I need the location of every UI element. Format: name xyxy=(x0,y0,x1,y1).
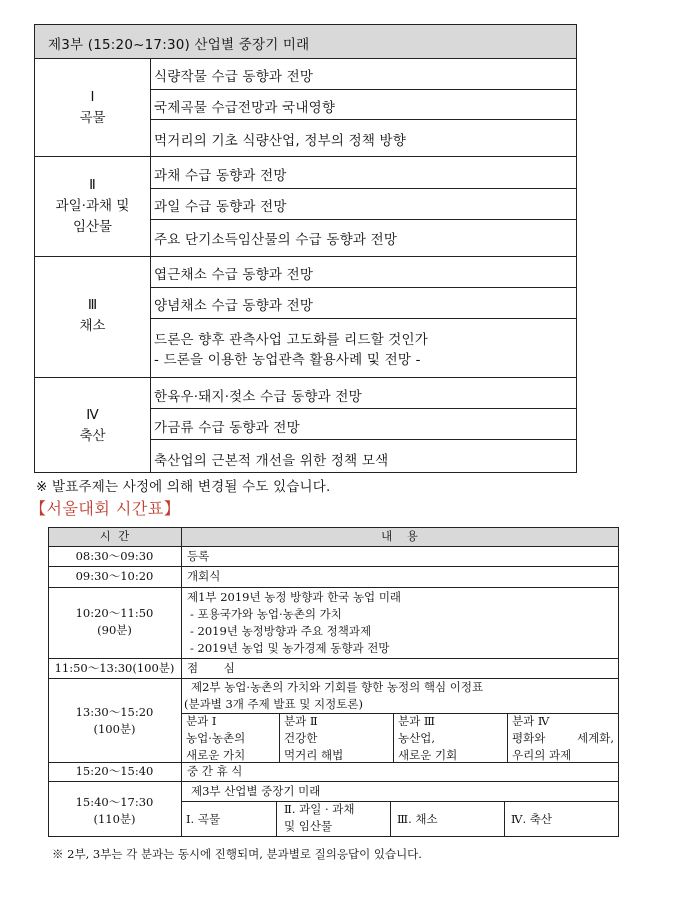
row-4-content: 점 심 xyxy=(187,661,235,675)
row-7-duration: (110분) xyxy=(93,812,136,826)
session-2-l1: Ⅱ. 과일 · 과채 xyxy=(284,802,355,816)
section-1-num: Ⅰ xyxy=(90,89,95,105)
row-3-item-1: - 포용국가와 농업·농촌의 가치 xyxy=(190,607,342,621)
topic-2-2: 과일 수급 동향과 전망 xyxy=(154,199,287,215)
topic-3-2: 양념채소 수급 동향과 전망 xyxy=(154,298,314,314)
subgroup-1-l1: 분과 Ⅰ xyxy=(186,714,217,728)
row-4-time: 11:50～13:30(100분) xyxy=(54,661,175,675)
topic-3-4: - 드론을 이용한 농업관측 활용사례 및 전망 - xyxy=(154,352,421,368)
topic-2-1: 과채 수급 동향과 전망 xyxy=(154,168,287,184)
schedule-title: 【서울대회 시간표】 xyxy=(30,499,181,518)
row-3-time xyxy=(48,605,181,639)
row-7-time xyxy=(48,794,181,828)
subgroup-1 xyxy=(186,713,245,764)
section-4-label xyxy=(35,405,150,447)
row-3-item-2: - 2019년 농정방향과 주요 정책과제 xyxy=(190,624,372,638)
section-2-num: Ⅱ xyxy=(89,177,96,193)
row-3-title: 제1부 2019년 농정 방향과 한국 농업 미래 xyxy=(187,590,402,604)
topic-1-1: 식량작물 수급 동향과 전망 xyxy=(154,69,314,85)
topic-1-3: 먹거리의 기초 식량산업, 정부의 정책 방향 xyxy=(154,133,407,149)
row-3-duration: (90분) xyxy=(97,623,132,637)
section-1-label xyxy=(35,87,150,129)
subgroup-1-l3: 새로운 가치 xyxy=(186,748,246,762)
subgroup-3 xyxy=(398,713,457,764)
row-1-content: 등록 xyxy=(187,549,210,563)
topic-4-2: 가금류 수급 동향과 전망 xyxy=(154,420,300,436)
row-1-time: 08:30～09:30 xyxy=(75,549,154,563)
row-6-content: 중 간 휴 식 xyxy=(187,764,243,778)
subgroup-2-l1: 분과 Ⅱ xyxy=(284,714,318,728)
row-2-content: 개회식 xyxy=(187,569,221,583)
subgroup-3-l1: 분과 Ⅲ xyxy=(398,714,435,728)
row-3-item-3: - 2019년 농업 및 농가경제 동향과 전망 xyxy=(190,641,390,655)
row-7-time-range: 15:40～17:30 xyxy=(75,795,154,809)
section-1-name: 곡물 xyxy=(79,110,106,126)
section-4-num: Ⅳ xyxy=(86,407,99,423)
section-2-name-line1: 과일·과채 및 xyxy=(55,198,130,214)
section-3-num: Ⅲ xyxy=(87,297,98,313)
topic-3-1: 엽근채소 수급 동향과 전망 xyxy=(154,267,314,283)
session-2-l2: 및 임산물 xyxy=(284,819,333,833)
subgroup-2 xyxy=(284,713,343,764)
program-note: ※ 발표주제는 사정에 의해 변경될 수도 있습니다. xyxy=(36,479,331,495)
row-7-title: 제3부 산업별 중장기 미래 xyxy=(191,784,321,798)
session-1: Ⅰ. 곡물 xyxy=(186,812,221,826)
section-2-label xyxy=(35,175,150,238)
row-2-time: 09:30～10:20 xyxy=(75,569,154,583)
section-3-label xyxy=(35,295,150,337)
subgroup-4-l1: 분과 Ⅳ xyxy=(512,714,550,728)
row-5-time-range: 13:30～15:20 xyxy=(75,705,154,719)
subgroup-2-l2: 건강한 xyxy=(284,731,318,745)
section-2-name-line2: 임산물 xyxy=(72,219,113,235)
col-header-content: 내 용 xyxy=(381,529,418,543)
subgroup-2-l3: 먹거리 해법 xyxy=(284,748,344,762)
session-3: Ⅲ. 채소 xyxy=(397,812,438,826)
row-5-duration: (100분) xyxy=(93,722,136,736)
topic-4-3: 축산업의 근본적 개선을 위한 정책 모색 xyxy=(154,453,389,469)
subgroup-4-l3: 우리의 과제 xyxy=(512,748,572,762)
schedule-note: ※ 2부, 3부는 각 분과는 동시에 진행되며, 분과별로 질의응답이 있습니다. xyxy=(52,847,422,861)
subgroup-3-l3: 새로운 기회 xyxy=(398,748,458,762)
topic-3-3: 드론은 향후 관측사업 고도화를 리드할 것인가 xyxy=(154,332,429,348)
col-header-time: 시 간 xyxy=(99,529,130,543)
row-5-title-2: (분과별 3개 주제 발표 및 지정토론) xyxy=(184,697,363,711)
section-4-name: 축산 xyxy=(79,428,106,444)
subgroup-3-l2: 농산업, xyxy=(398,731,435,745)
session-2 xyxy=(284,801,355,835)
session-4: Ⅳ. 축산 xyxy=(511,812,553,826)
subgroup-1-l2: 농업·농촌의 xyxy=(186,731,246,745)
row-5-title-1: 제2부 농업·농촌의 가치와 기회를 향한 농정의 핵심 이정표 xyxy=(191,680,484,694)
row-6-time: 15:20～15:40 xyxy=(75,764,154,778)
topic-4-1: 한육우·돼지·젖소 수급 동향과 전망 xyxy=(154,389,362,405)
row-5-time xyxy=(48,704,181,738)
topic-1-2: 국제곡물 수급전망과 국내영향 xyxy=(154,100,336,116)
section-3-name: 채소 xyxy=(79,318,106,334)
topic-2-3: 주요 단기소득임산물의 수급 동향과 전망 xyxy=(154,232,398,248)
subgroup-4 xyxy=(512,713,614,764)
subgroup-4-l2a: 평화와 xyxy=(512,731,546,745)
subgroup-4-l2b: 세계화, xyxy=(577,731,614,745)
row-3-time-range: 10:20～11:50 xyxy=(75,606,154,620)
program-table-header-text: 제3부 (15:20~17:30) 산업별 중장기 미래 xyxy=(48,37,310,53)
